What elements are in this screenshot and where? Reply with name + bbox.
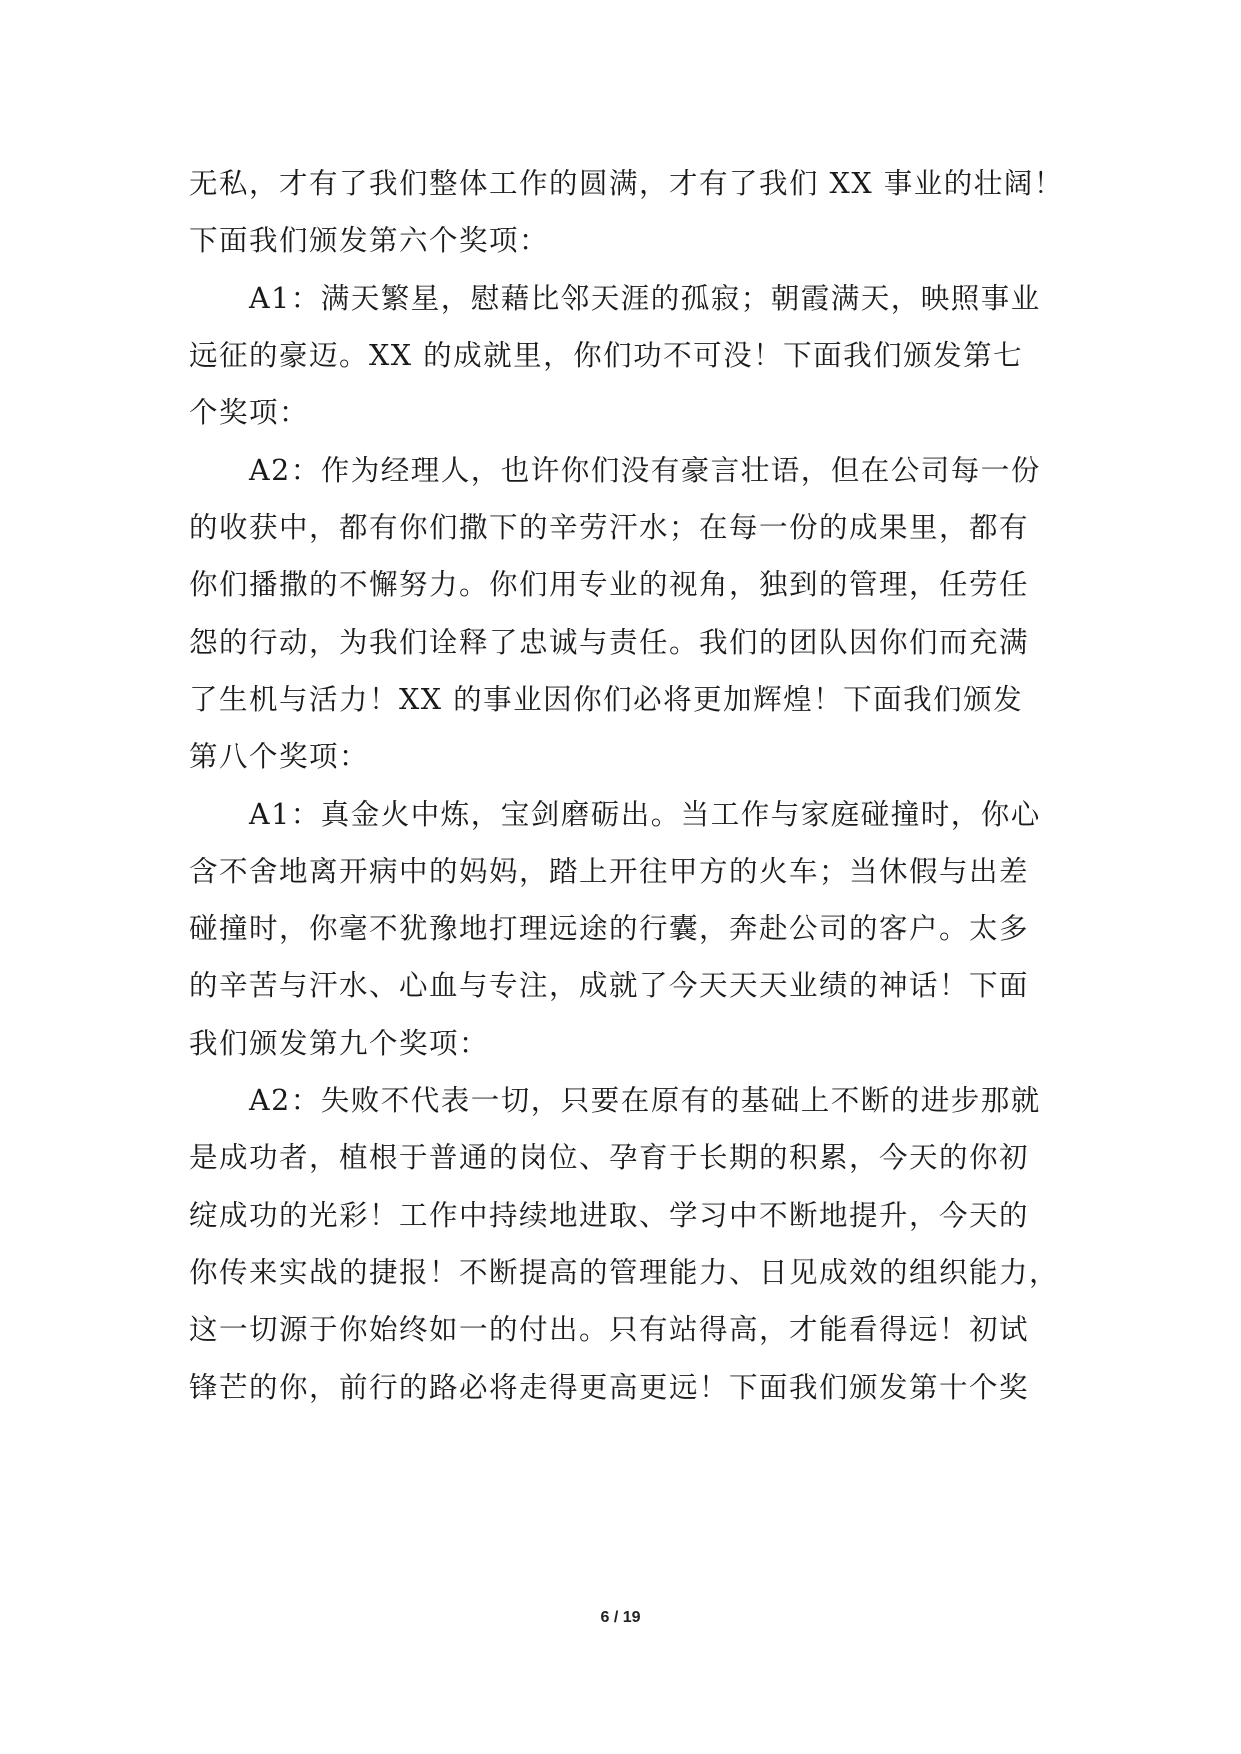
text-line: 锋芒的你，前行的路必将走得更高更远！下面我们颁发第十个奖 — [189, 1371, 1030, 1404]
text-line: 你们播撒的不懈努力。你们用专业的视角，独到的管理，任劳任 — [189, 568, 1030, 601]
text-line: 了生机与活力！XX 的事业因你们必将更加辉煌！下面我们颁发 — [189, 683, 1024, 716]
text-line: 怨的行动，为我们诠释了忠诚与责任。我们的团队因你们而充满 — [189, 626, 1030, 659]
text-line: 的收获中，都有你们撒下的辛劳汗水；在每一份的成果里，都有 — [189, 511, 1030, 544]
text-line: 的辛苦与汗水、心血与专注，成就了今天天天业绩的神话！下面 — [189, 969, 1030, 1002]
text-line: A1：满天繁星，慰藉比邻天涯的孤寂；朝霞满天，映照事业 — [189, 282, 1041, 315]
text-line: 无私，才有了我们整体工作的圆满，才有了我们 XX 事业的壮阔！ — [189, 167, 1064, 200]
text-line: 含不舍地离开病中的妈妈，踏上开往甲方的火车；当休假与出差 — [189, 855, 1030, 888]
text-line: 下面我们颁发第六个奖项： — [189, 224, 550, 257]
text-line: 绽成功的光彩！工作中持续地进取、学习中不断地提升，今天的 — [189, 1199, 1030, 1232]
text-line: 你传来实战的捷报！不断提高的管理能力、日见成效的组织能力， — [189, 1256, 1060, 1289]
text-line: 是成功者，植根于普通的岗位、孕育于长期的积累，今天的你初 — [189, 1141, 1030, 1174]
text-line: A2：作为经理人，也许你们没有豪言壮语，但在公司每一份 — [189, 454, 1041, 487]
page-number: 6 / 19 — [600, 1609, 641, 1626]
text-line: 我们颁发第九个奖项： — [189, 1027, 490, 1060]
text-line: 碰撞时，你毫不犹豫地打理远途的行囊，奔赴公司的客户。太多 — [189, 912, 1030, 945]
text-line: 远征的豪迈。XX 的成就里，你们功不可没！下面我们颁发第七 — [189, 339, 1024, 372]
text-line: 个奖项： — [189, 396, 310, 429]
text-line: 第八个奖项： — [189, 740, 370, 773]
text-line: A2：失败不代表一切，只要在原有的基础上不断的进步那就 — [189, 1084, 1041, 1117]
text-line: 这一切源于你始终如一的付出。只有站得高，才能看得远！初试 — [189, 1313, 1030, 1346]
text-line: A1：真金火中炼，宝剑磨砺出。当工作与家庭碰撞时，你心 — [189, 798, 1041, 831]
